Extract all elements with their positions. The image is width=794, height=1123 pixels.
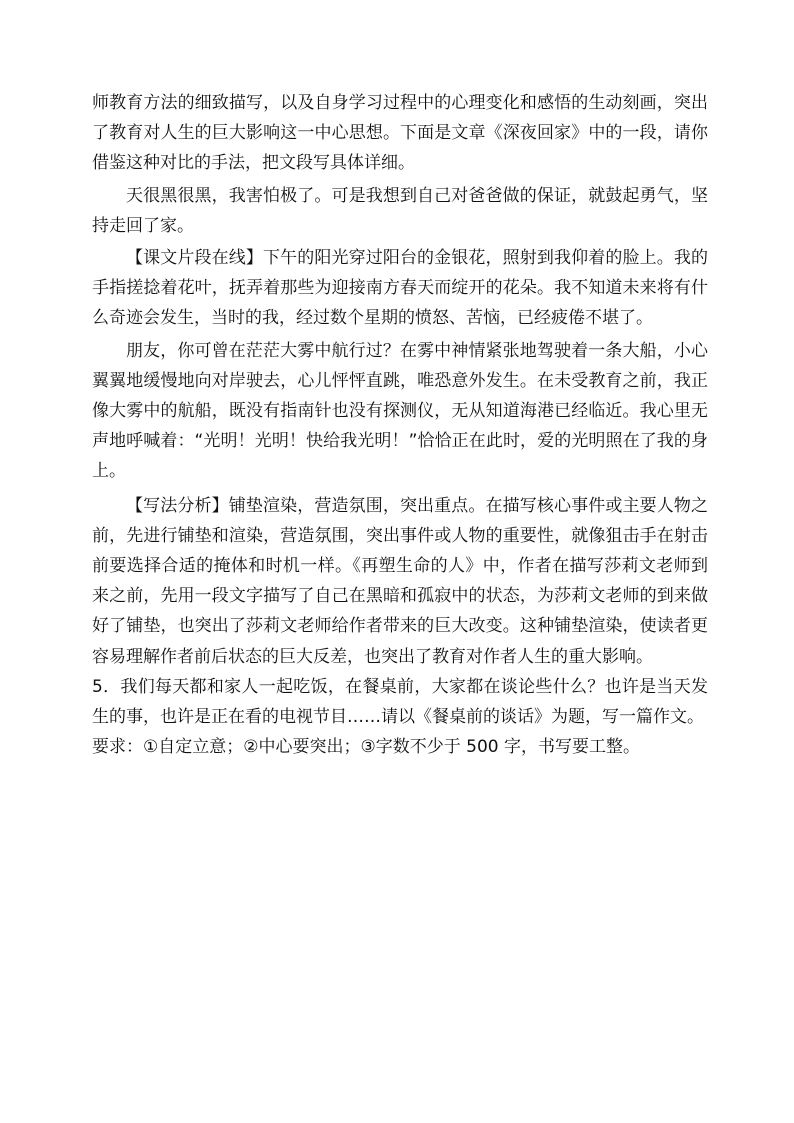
paragraph-text-excerpt: 【课文片段在线】下午的阳光穿过阳台的金银花，照射到我仰着的脸上。我的手指搓捻着花叶，抚弄着那些为迎接南方春天而绽开的花朵。我不知道未来将有什么奇迹会发生，当时的我，经过数个星期的愤怒、苦恼，已经疲倦不堪了。 xyxy=(92,248,708,329)
question-5: 5．我们每天都和家人一起吃饭，在餐桌前，大家都在谈论些什么？也许是当天发生的事，也许是正在看的电视节目……请以《餐桌前的谈话》为题，写一篇作文。 xyxy=(92,676,708,728)
paragraph-sample-text: 天很黑很黑，我害怕极了。可是我想到自己对爸爸做的保证，就鼓起勇气，坚持走回了家。 xyxy=(92,185,708,236)
document-page xyxy=(92,88,708,762)
question-5-requirements: 要求：①自定立意；②中心要突出；③字数不少于 500 字，书写要工整。 xyxy=(92,737,640,758)
paragraph-writing-analysis: 【写法分析】铺垫渲染，营造氛围，突出重点。在描写核心事件或主要人物之前，先进行铺垫和渲染，营造氛围，突出事件或人物的重要性，就像狙击手在射击前要选择合适的掩体和时机一样。《再塑生命的人》中，作者在描写莎莉文老师到来之前，先用一段文字描写了自己在黑暗和孤寂中的状态，为莎莉文老师的到来做好了铺垫，也突出了莎莉文老师给作者带来的巨大改变。这种铺垫渲染，使读者更容易理解作者前后状态的巨大反差，也突出了教育对作者人生的重大影响。 xyxy=(92,495,708,667)
paragraph-fog-voyage: 朋友，你可曾在茫茫大雾中航行过？在雾中神情紧张地驾驶着一条大船，小心翼翼地缓慢地向对岸驶去，心儿怦怦直跳，唯恐意外发生。在未受教育之前，我正像大雾中的航船，既没有指南针也没有探测仪，无从知道海港已经临近。我心里无声地呼喊着：“光明！光明！快给我光明！”恰恰正在此时，爱的光明照在了我的身上。 xyxy=(92,340,708,482)
paragraph-intro: 师教育方法的细致描写，以及自身学习过程中的心理变化和感悟的生动刻画，突出了教育对人生的巨大影响这一中心思想。下面是文章《深夜回家》中的一段，请你借鉴这种对比的手法，把文段写具体详细。 xyxy=(92,93,708,174)
